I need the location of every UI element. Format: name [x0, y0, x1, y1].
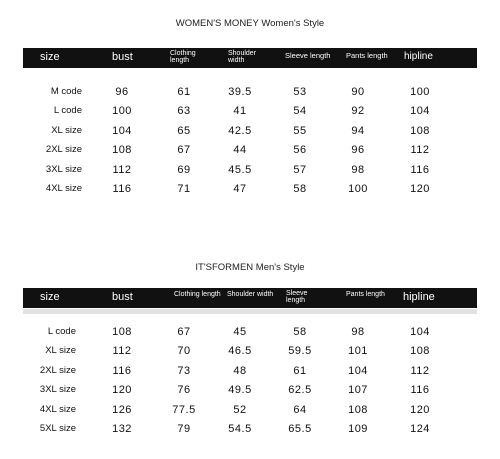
table-row	[0, 183, 500, 197]
measurement-cell: 98	[351, 163, 365, 176]
measurement-cell: 112	[410, 144, 430, 157]
measurement-cell: 67	[177, 144, 191, 157]
measurement-cell: 112	[112, 163, 132, 176]
header-clothing-length: Clothing length	[170, 50, 196, 65]
measurement-cell: 62.5	[288, 384, 312, 397]
size-label: 2XL size	[45, 144, 82, 156]
measurement-cell: 116	[410, 384, 430, 397]
size-label: 3XL size	[39, 384, 76, 396]
women-table-title: WOMEN'S MONEY Women's Style	[175, 18, 325, 29]
measurement-cell: 104	[410, 105, 430, 118]
measurement-cell: 90	[351, 86, 365, 98]
table-row	[0, 404, 500, 418]
measurement-cell: 108	[348, 403, 368, 416]
measurement-cell: 100	[348, 183, 368, 195]
table-row	[0, 423, 500, 437]
table-row	[0, 326, 500, 340]
header-size: size	[40, 51, 60, 63]
measurement-cell: 100	[410, 86, 430, 98]
header-sleeve-length: Sleeve length	[285, 51, 331, 60]
header-sleeve-length: Sleeve length	[286, 290, 308, 305]
measurement-cell: 112	[410, 364, 430, 377]
measurement-cell: 67	[177, 326, 191, 338]
header-shoulder-width: Shoulder width	[227, 291, 274, 298]
measurement-cell: 53	[293, 86, 307, 98]
header-shoulder-width: Shoulder width	[228, 50, 257, 65]
measurement-cell: 49.5	[228, 384, 252, 397]
header-hipline: hipline	[404, 51, 433, 62]
measurement-cell: 45	[233, 326, 247, 338]
measurement-cell: 104	[112, 124, 132, 137]
measurement-cell: 63	[177, 105, 191, 118]
size-label: L code	[53, 105, 82, 117]
measurement-cell: 109	[348, 423, 368, 435]
size-label: 5XL size	[39, 423, 76, 434]
measurement-cell: 57	[293, 163, 307, 176]
measurement-cell: 73	[177, 364, 191, 377]
table-row	[0, 345, 500, 359]
size-label: M code	[50, 86, 82, 97]
measurement-cell: 39.5	[228, 86, 252, 98]
measurement-cell: 104	[348, 364, 368, 377]
measurement-cell: 126	[112, 403, 132, 416]
measurement-cell: 112	[112, 345, 132, 358]
measurement-cell: 54	[293, 105, 307, 118]
size-label: 2XL size	[39, 364, 76, 376]
measurement-cell: 107	[348, 384, 368, 397]
measurement-cell: 45.5	[228, 163, 252, 176]
measurement-cell: 98	[351, 326, 365, 338]
measurement-cell: 116	[112, 183, 132, 195]
measurement-cell: 44	[233, 144, 247, 157]
measurement-cell: 58	[293, 326, 307, 338]
measurement-cell: 108	[410, 124, 430, 137]
measurement-cell: 55	[293, 124, 307, 137]
table-row	[0, 125, 500, 139]
measurement-cell: 65.5	[288, 423, 312, 435]
header-bust: bust	[112, 51, 133, 63]
measurement-cell: 92	[351, 105, 365, 118]
measurement-cell: 96	[115, 86, 129, 98]
measurement-cell: 56	[293, 144, 307, 157]
measurement-cell: 94	[351, 124, 365, 137]
measurement-cell: 46.5	[228, 345, 252, 358]
measurement-cell: 42.5	[228, 124, 252, 137]
women-table-header	[23, 48, 477, 68]
men-table-header	[23, 288, 477, 308]
measurement-cell: 47	[233, 183, 247, 195]
measurement-cell: 124	[410, 423, 430, 435]
men-table-title: IT'SFORMEN Men's Style	[195, 262, 305, 273]
measurement-cell: 54.5	[228, 423, 252, 435]
measurement-cell: 41	[233, 105, 247, 118]
measurement-cell: 71	[177, 183, 191, 195]
measurement-cell: 108	[112, 144, 132, 157]
measurement-cell: 132	[112, 423, 132, 435]
size-label: XL size	[51, 124, 82, 136]
measurement-cell: 64	[293, 403, 307, 416]
measurement-cell: 96	[351, 144, 365, 157]
header-size: size	[40, 291, 60, 303]
measurement-cell: 120	[410, 183, 430, 195]
header-bust: bust	[112, 291, 133, 303]
size-label: 4XL size	[39, 403, 76, 415]
measurement-cell: 76	[177, 384, 191, 397]
measurement-cell: 116	[112, 364, 132, 377]
measurement-cell: 120	[410, 403, 430, 416]
measurement-cell: 70	[177, 345, 191, 358]
measurement-cell: 52	[233, 403, 247, 416]
measurement-cell: 58	[293, 183, 307, 195]
measurement-cell: 48	[233, 364, 247, 377]
measurement-cell: 69	[177, 163, 191, 176]
men-header-separator	[23, 309, 477, 314]
measurement-cell: 79	[177, 423, 191, 435]
measurement-cell: 116	[410, 163, 430, 176]
table-row	[0, 164, 500, 178]
measurement-cell: 120	[112, 384, 132, 397]
header-pants-length: Pants length	[346, 51, 388, 60]
header-clothing-length: Clothing length	[174, 291, 221, 298]
header-pants-length: Pants length	[346, 291, 385, 298]
measurement-cell: 77.5	[172, 403, 196, 416]
table-row	[0, 384, 500, 398]
size-label: 4XL size	[45, 183, 82, 194]
table-row	[0, 144, 500, 158]
measurement-cell: 59.5	[288, 345, 312, 358]
size-label: 3XL size	[45, 163, 82, 175]
table-row	[0, 365, 500, 379]
size-label: L code	[47, 326, 76, 337]
table-row	[0, 105, 500, 119]
size-label: XL size	[45, 345, 76, 357]
measurement-cell: 104	[410, 326, 430, 338]
measurement-cell: 61	[177, 86, 191, 98]
measurement-cell: 101	[348, 345, 368, 358]
measurement-cell: 108	[112, 326, 132, 338]
table-row	[0, 86, 500, 100]
header-hipline: hipline	[403, 291, 435, 303]
measurement-cell: 108	[410, 345, 430, 358]
measurement-cell: 61	[293, 364, 307, 377]
measurement-cell: 65	[177, 124, 191, 137]
measurement-cell: 100	[112, 105, 132, 118]
